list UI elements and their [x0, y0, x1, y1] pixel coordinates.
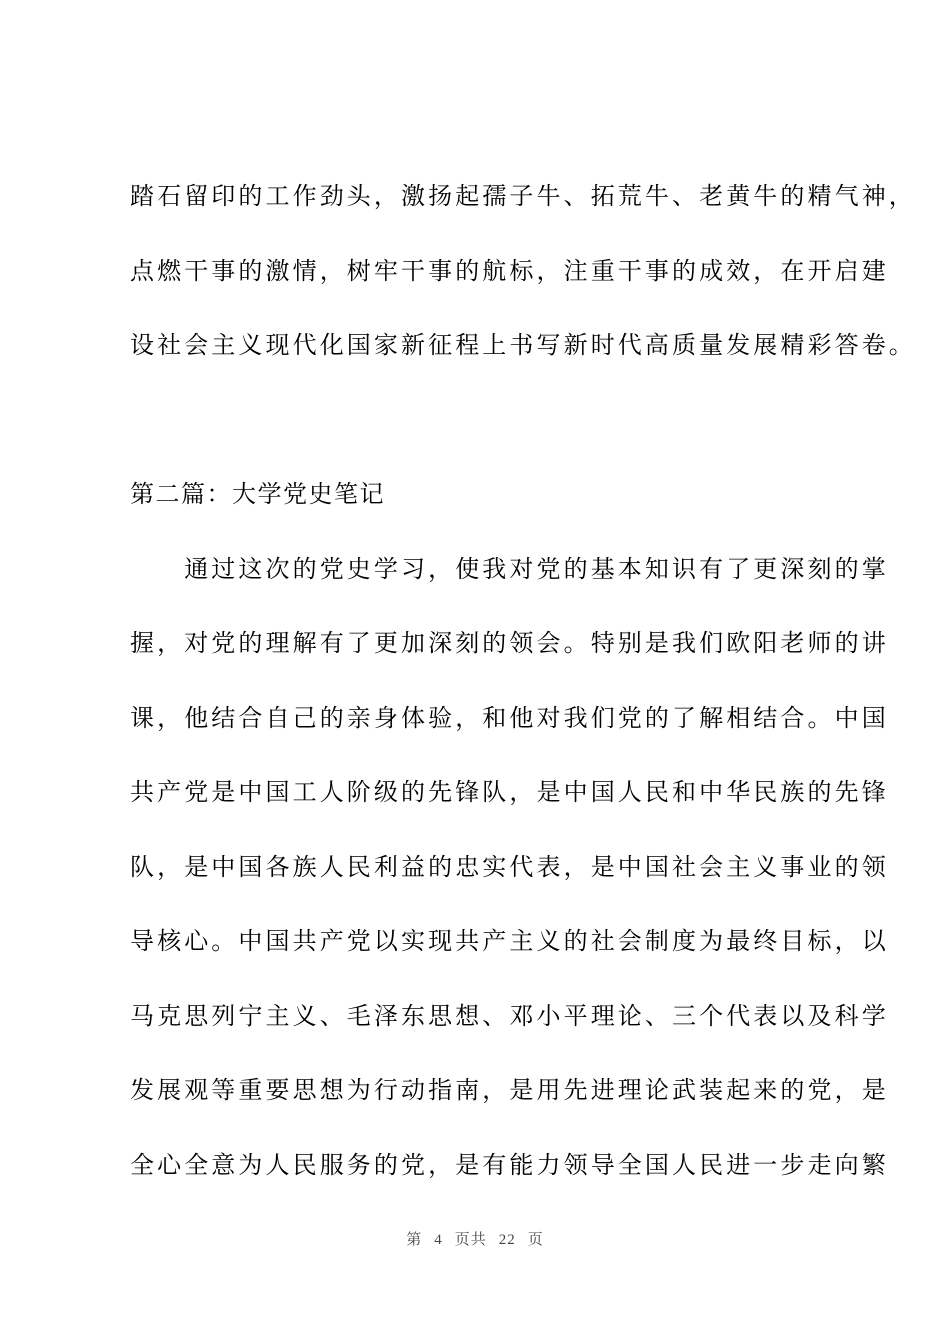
paragraph-line: 全心全意为人民服务的党，是有能力领导全国人民进一步走向繁: [130, 1151, 889, 1179]
paragraph-line: 导核心。中国共产党以实现共产主义的社会制度为最终目标，以: [130, 927, 889, 955]
footer-middle: 页共: [454, 1232, 487, 1248]
paragraph-line: 课，他结合自己的亲身体验，和他对我们党的了解相结合。中国: [130, 704, 889, 732]
footer-suffix: 页: [527, 1232, 544, 1248]
paragraph-line: 点燃干事的激情，树牢干事的航标，注重干事的成效，在开启建: [130, 257, 889, 285]
footer-prefix: 第: [406, 1232, 423, 1248]
page-footer: [0, 1228, 950, 1249]
footer-current-page: 4: [434, 1232, 443, 1248]
section-title: 第二篇：大学党史笔记: [130, 480, 385, 508]
paragraph-line: 发展观等重要思想为行动指南，是用先进理论武装起来的党，是: [130, 1076, 889, 1104]
paragraph-line: 握，对党的理解有了更加深刻的领会。特别是我们欧阳老师的讲: [130, 629, 889, 657]
paragraph-line: 马克思列宁主义、毛泽东思想、邓小平理论、三个代表以及科学: [130, 1002, 889, 1030]
paragraph-line: 设社会主义现代化国家新征程上书写新时代高质量发展精彩答卷。: [130, 331, 916, 359]
paragraph-line: 通过这次的党史学习，使我对党的基本知识有了更深刻的掌: [130, 555, 889, 583]
paragraph-line: 队，是中国各族人民利益的忠实代表，是中国社会主义事业的领: [130, 853, 889, 881]
footer-total-pages: 22: [498, 1232, 516, 1248]
paragraph-line: 共产党是中国工人阶级的先锋队，是中国人民和中华民族的先锋: [130, 778, 889, 806]
paragraph-line: 踏石留印的工作劲头，激扬起孺子牛、拓荒牛、老黄牛的精气神，: [130, 182, 916, 210]
